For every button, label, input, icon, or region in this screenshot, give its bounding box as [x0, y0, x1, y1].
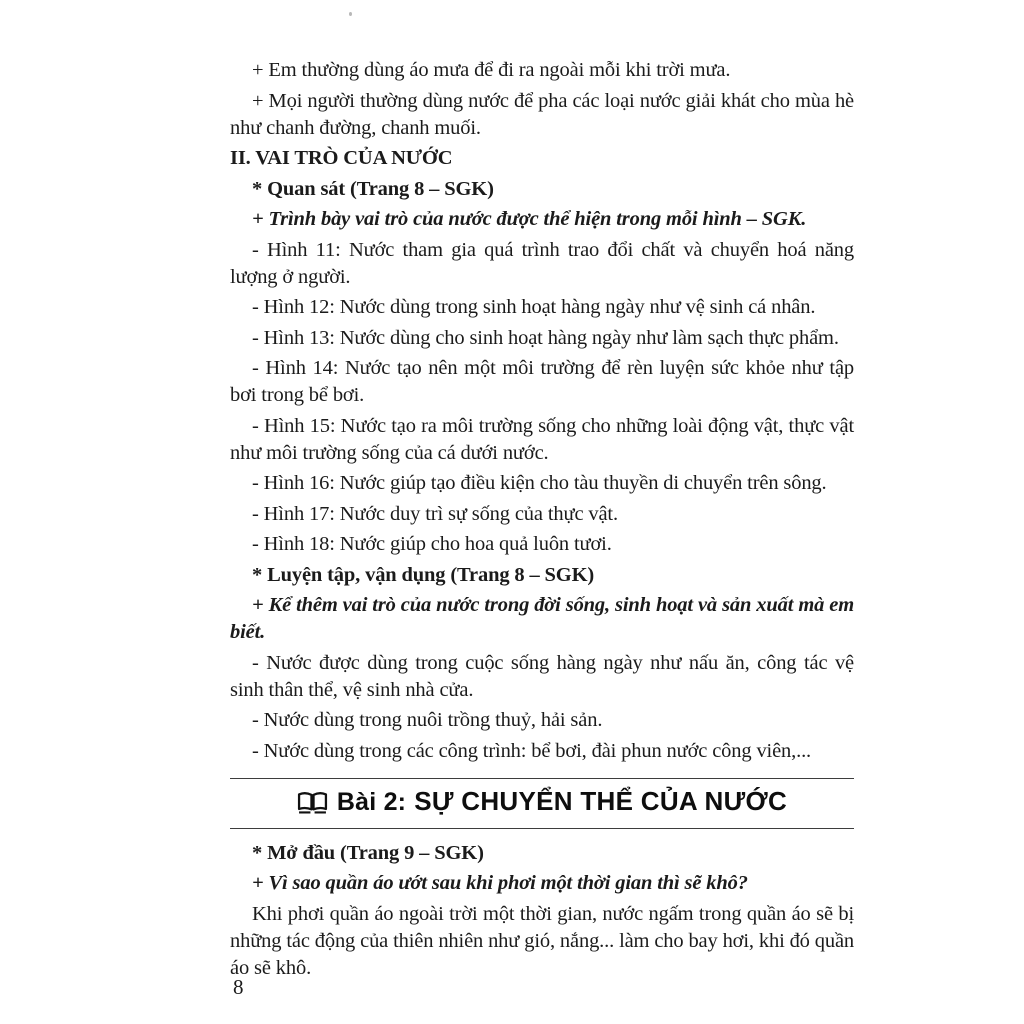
paragraph: - Hình 18: Nước giúp cho hoa quả luôn tươi.	[252, 533, 612, 555]
subsection-heading: * Mở đầu (Trang 9 – SGK)	[252, 841, 484, 864]
paragraph: - Hình 17: Nước duy trì sự sống của thực vật.	[252, 502, 618, 525]
paragraph: - Hình 13: Nước dùng cho sinh hoạt hàng ngày như làm sạch thực phẩm.	[252, 326, 839, 349]
lesson-number: Bài 2:	[336, 787, 407, 816]
paragraph: - Nước được dùng trong cuộc sống hàng ngày như nấu ăn, công tác vệ sinh thân thể, vệ sinh nhà cửa.	[230, 651, 854, 701]
subsection-heading: * Luyện tập, vận dụng (Trang 8 – SGK)	[252, 563, 595, 586]
question-text: + Kể thêm vai trò của nước trong đời sống, sinh hoạt và sản xuất mà em biết.	[230, 594, 854, 643]
paragraph: - Hình 16: Nước giúp tạo điều kiện cho tàu thuyền di chuyển trên sông.	[252, 472, 827, 494]
subsection-heading: * Quan sát (Trang 8 – SGK)	[252, 177, 494, 200]
paragraph: + Em thường dùng áo mưa để đi ra ngoài mỗi khi trời mưa.	[252, 59, 731, 81]
question-text: + Trình bày vai trò của nước được thể hiện trong mỗi hình – SGK.	[252, 208, 807, 230]
paragraph: - Hình 14: Nước tạo nên một môi trường để rèn luyện sức khỏe như tập bơi trong bể bơi.	[230, 357, 854, 406]
section-heading: II. VAI TRÒ CỦA NƯỚC	[230, 147, 453, 169]
paragraph: - Nước dùng trong các công trình: bể bơi, đài phun nước công viên,...	[252, 739, 812, 762]
scan-artifact-dot	[349, 12, 352, 16]
question-text: + Vì sao quần áo ướt sau khi phơi một thời gian thì sẽ khô?	[252, 872, 748, 894]
page-body	[230, 57, 854, 985]
open-book-icon	[297, 791, 328, 819]
page-number: 8	[233, 975, 244, 999]
paragraph: Khi phơi quần áo ngoài trời một thời gian, nước ngấm trong quần áo sẽ bị những tác động của thiên nhiên như gió, nắng... làm cho bay hơi, khi đó quần áo sẽ khô.	[230, 902, 855, 979]
paragraph: - Nước dùng trong nuôi trồng thuỷ, hải sản.	[252, 709, 603, 731]
lesson-title: SỰ CHUYỂN THỂ CỦA NƯỚC	[414, 785, 788, 816]
paragraph: - Hình 12: Nước dùng trong sinh hoạt hàng ngày như vệ sinh cá nhân.	[252, 296, 816, 318]
lesson-banner	[230, 778, 854, 829]
paragraph: - Hình 15: Nước tạo ra môi trường sống cho những loài động vật, thực vật như môi trường sống của cá dưới nước.	[230, 414, 854, 464]
paragraph: - Hình 11: Nước tham gia quá trình trao đổi chất và chuyển hoá năng lượng ở người.	[230, 238, 854, 288]
paragraph: + Mọi người thường dùng nước để pha các loại nước giải khát cho mùa hè như chanh đường, chanh muối.	[230, 89, 854, 139]
